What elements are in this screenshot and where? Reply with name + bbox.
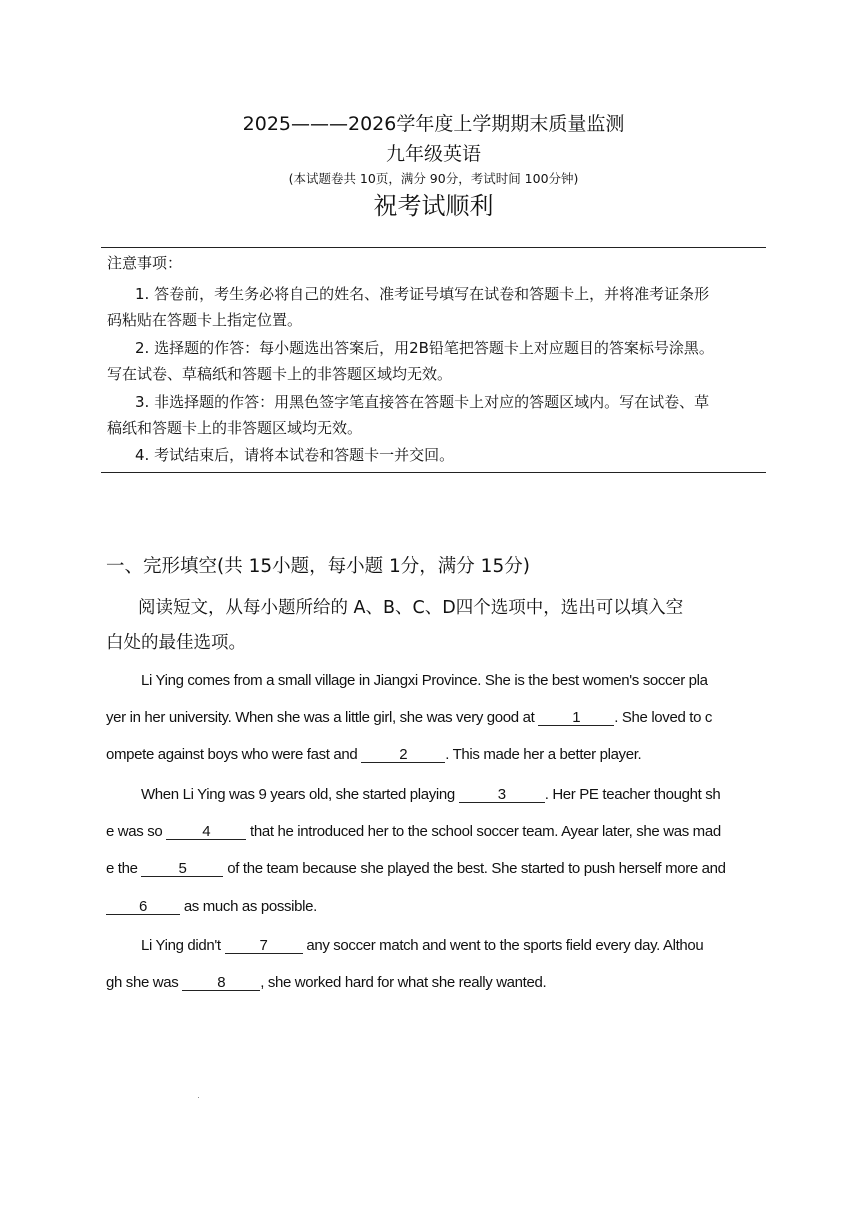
passage-text: that he introduced her to the school soccer team. Ayear later, she was mad <box>246 823 721 840</box>
passage-line <box>141 672 708 690</box>
passage-line <box>141 786 720 804</box>
blank-8: 8 <box>182 975 260 991</box>
exam-title: 2025———2026学年度上学期期末质量监测 <box>242 113 625 135</box>
blank-4: 4 <box>166 824 246 840</box>
notice-line: 2. 选择题的作答：每小题选出答案后，用2B铅笔把答题卡上对应题目的答案标号涂黑。 <box>135 339 714 357</box>
passage-line <box>106 974 546 992</box>
blank-3: 3 <box>459 787 545 803</box>
passage-text: as much as possible. <box>180 898 317 915</box>
blank-2: 2 <box>361 747 445 763</box>
passage-line <box>141 937 703 955</box>
passage-text: of the team because she played the best. She started to push herself more and <box>223 860 726 877</box>
good-luck-wish: 祝考试顺利 <box>373 192 494 220</box>
notice-heading: 注意事项： <box>107 254 183 272</box>
blank-5: 5 <box>141 861 223 877</box>
passage-text: . This made her a better player. <box>445 746 642 763</box>
exam-info: (本试题卷共 10页，满分 90分，考试时间 100分钟) <box>288 171 579 186</box>
passage-text: yer in her university. When she was a little girl, she was very good at <box>106 709 539 726</box>
notice-bottom-rule <box>101 472 766 473</box>
passage-line <box>106 823 721 841</box>
passage-text: Li Ying comes from a small village in Jiangxi Province. She is the best women's soccer pla <box>141 672 708 689</box>
scan-speck <box>198 1097 199 1098</box>
exam-subject: 九年级英语 <box>385 143 481 165</box>
section-instruction: 阅读短文，从每小题所给的 A、B、C、D四个选项中，选出可以填入空 <box>138 598 684 618</box>
notice-line: 3. 非选择题的作答：用黑色签字笔直接答在答题卡上对应的答题区域内。写在试卷、草 <box>135 393 710 411</box>
section-instruction: 白处的最佳选项。 <box>106 633 246 653</box>
blank-1: 1 <box>538 710 614 726</box>
passage-text: any soccer match and went to the sports field every day. Althou <box>302 937 704 954</box>
notice-line: 稿纸和答题卡上的非答题区域均无效。 <box>107 419 363 437</box>
passage-text: gh she was <box>106 974 183 991</box>
passage-text: Li Ying didn't <box>141 937 225 954</box>
passage-text: , she worked hard for what she really wanted. <box>260 974 547 991</box>
notice-line: 1. 答卷前，考生务必将自己的姓名、准考证号填写在试卷和答题卡上，并将准考证条形 <box>135 285 710 303</box>
notice-line: 码粘贴在答题卡上指定位置。 <box>107 311 303 329</box>
notice-top-rule <box>101 247 766 248</box>
passage-text: ompete against boys who were fast and <box>106 746 362 763</box>
passage-line <box>106 860 726 878</box>
passage-line <box>106 709 712 727</box>
blank-7: 7 <box>225 938 303 954</box>
passage-text: . She loved to c <box>614 709 713 726</box>
passage-text: . Her PE teacher thought sh <box>544 786 721 803</box>
passage-line <box>106 898 317 916</box>
passage-text: e was so <box>106 823 167 840</box>
passage-text: e the <box>106 860 142 877</box>
notice-line: 写在试卷、草稿纸和答题卡上的非答题区域均无效。 <box>107 365 453 383</box>
passage-text: When Li Ying was 9 years old, she started playing <box>141 786 459 803</box>
notice-line: 4. 考试结束后，请将本试卷和答题卡一并交回。 <box>135 446 455 464</box>
passage-line <box>106 746 641 764</box>
section-title: 一、完形填空(共 15小题，每小题 1分，满分 15分) <box>106 556 530 577</box>
blank-6: 6 <box>106 899 180 915</box>
